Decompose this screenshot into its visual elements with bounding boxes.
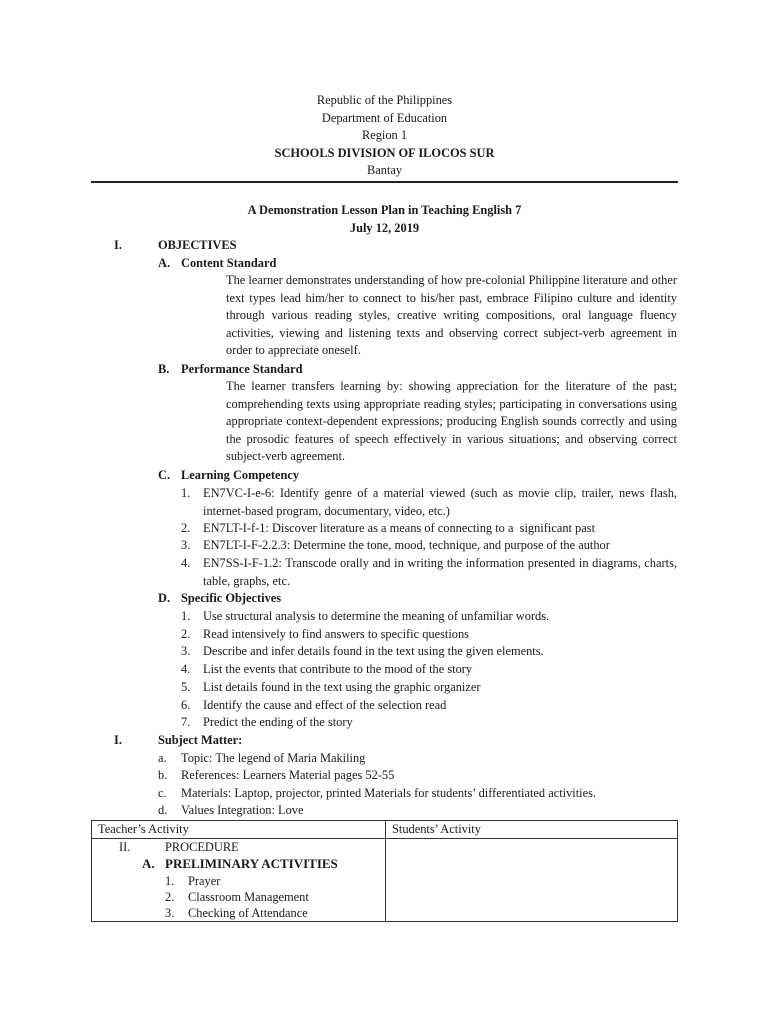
objective-item: Predict the ending of the story	[203, 715, 353, 729]
content-standard-heading: Content Standard	[181, 256, 277, 270]
competency-item: EN7LT-I-f-1: Discover literature as a means of connecting to a significant past	[203, 521, 596, 535]
header-divider	[91, 181, 678, 183]
header-division: SCHOOLS DIVISION OF ILOCOS SUR	[274, 145, 495, 160]
performance-standard-letter: B.	[158, 362, 170, 376]
subject-item: Values Integration: Love	[181, 803, 304, 817]
objective-num: 3.	[181, 644, 191, 658]
learning-competency-letter: C.	[158, 468, 171, 482]
performance-standard-text: The learner transfers learning by: showing appreciation for the literature of the past; comprehending texts using appropriate reading styles; participating in conversations using appropriate context-dependent expressions; producing English sounds correctly and using the prosodic features of speech effectively in various situations; and observing correct subject-verb agreement.	[226, 379, 677, 464]
prelim-letter: A.	[142, 855, 155, 871]
competency-item: EN7LT-I-F-2.2.3: Determine the tone, mood, technique, and purpose of the author	[203, 538, 610, 552]
prelim-item: Checking of Attendance	[188, 905, 308, 920]
students-activity-header: Students’ Activity	[386, 821, 678, 839]
subject-item-letter: c.	[158, 786, 167, 800]
lesson-date: July 12, 2019	[349, 220, 420, 235]
table-header-row	[92, 821, 678, 839]
procedure-heading: PROCEDURE	[165, 839, 239, 854]
objective-item: Use structural analysis to determine the meaning of unfamiliar words.	[203, 609, 550, 623]
subject-item-letter: d.	[158, 803, 168, 817]
objective-item: List details found in the text using the graphic organizer	[203, 680, 481, 694]
objective-item: List the events that contribute to the mood of the story	[203, 662, 473, 676]
objective-num: 6.	[181, 698, 191, 712]
competency-item: EN7VC-I-e-6: Identify genre of a material viewed (such as movie clip, trailer, news flash, internet-based program, documentary, video, etc.)	[203, 486, 677, 518]
students-activity-cell	[386, 838, 678, 921]
subject-item: Materials: Laptop, projector, printed Materials for students’ differentiated activities.	[181, 786, 597, 800]
objective-num: 7.	[181, 715, 191, 729]
prelim-num: 1.	[165, 873, 175, 888]
prelim-item: Classroom Management	[188, 889, 309, 904]
objective-item: Describe and infer details found in the text using the given elements.	[203, 644, 544, 658]
prelim-num: 2.	[165, 889, 175, 904]
teachers-activity-cell	[92, 838, 386, 921]
procedure-numeral: II.	[119, 839, 131, 854]
objective-num: 2.	[181, 627, 191, 641]
competency-num: 4.	[181, 556, 191, 570]
content-standard-text: The learner demonstrates understanding of how pre-colonial Philippine literature and other text types lead him/her to connect to his/her past, embrace Filipino culture and identity through various reading styles, creative writing compositions, oral language fluency activities, viewing and listening texts and observing correct subject-verb agreement in order to appreciate oneself.	[226, 273, 677, 358]
letterhead	[91, 92, 678, 180]
objective-num: 5.	[181, 680, 191, 694]
header-region: Region 1	[361, 128, 408, 143]
prelim-num: 3.	[165, 905, 175, 920]
specific-objectives-letter: D.	[158, 591, 171, 605]
prelim-heading: PRELIMINARY ACTIVITIES	[165, 855, 338, 871]
competency-num: 1.	[181, 486, 191, 500]
objectives-numeral: I.	[114, 238, 122, 252]
objective-item: Read intensively to find answers to specific questions	[203, 627, 469, 641]
table-row	[92, 838, 678, 921]
procedure-table	[91, 820, 678, 922]
performance-standard-heading: Performance Standard	[181, 362, 303, 376]
learning-competency-heading: Learning Competency	[181, 468, 300, 482]
prelim-item: Prayer	[188, 873, 221, 888]
objective-item: Identify the cause and effect of the selection read	[203, 698, 447, 712]
lesson-title	[91, 202, 678, 237]
subject-matter-numeral: I.	[114, 733, 122, 747]
competency-num: 3.	[181, 538, 191, 552]
content-standard-letter: A.	[158, 256, 171, 270]
objective-num: 4.	[181, 662, 191, 676]
specific-objectives-heading: Specific Objectives	[181, 591, 282, 605]
teachers-activity-header: Teacher’s Activity	[92, 821, 386, 839]
header-department: Department of Education	[321, 110, 448, 125]
lesson-title-main: A Demonstration Lesson Plan in Teaching English 7	[247, 203, 522, 217]
competency-num: 2.	[181, 521, 191, 535]
header-republic: Republic of the Philippines	[316, 93, 453, 107]
header-town: Bantay	[366, 163, 403, 178]
subject-item: References: Learners Material pages 52-55	[181, 768, 395, 782]
subject-item: Topic: The legend of Maria Makiling	[181, 751, 366, 765]
objectives-heading: OBJECTIVES	[158, 238, 237, 252]
competency-item: EN7SS-I-F-1.2: Transcode orally and in writing the information presented in diagrams, charts, table, graphs, etc.	[203, 556, 677, 588]
objective-num: 1.	[181, 609, 191, 623]
subject-item-letter: b.	[158, 768, 168, 782]
subject-matter-heading: Subject Matter:	[158, 733, 243, 747]
subject-item-letter: a.	[158, 751, 167, 765]
